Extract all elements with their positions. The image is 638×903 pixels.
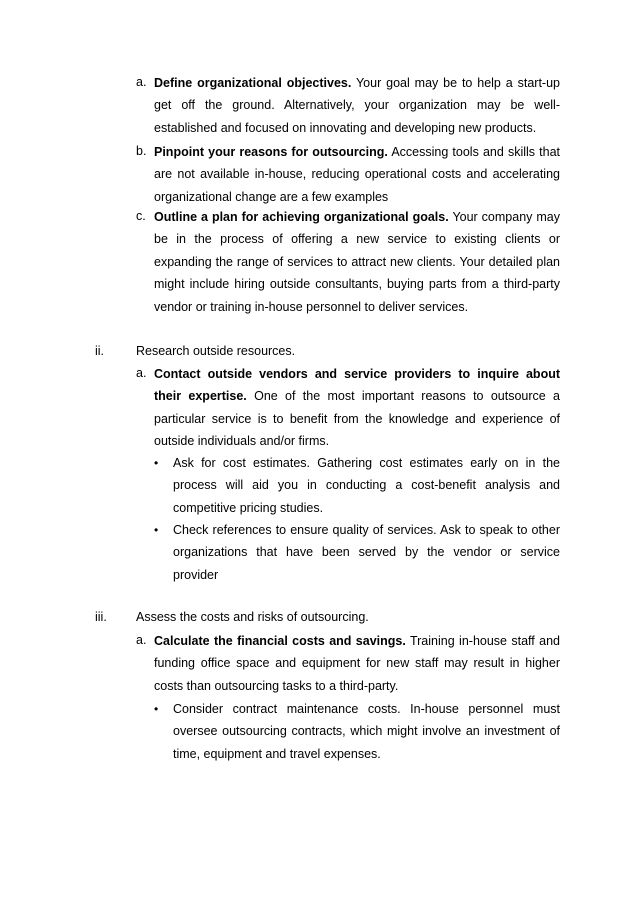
bullet-text: Ask for cost estimates. Gathering cost estimates early on in the process will aid you in conducting a cost-benefit analysis and competitive pricing studies. <box>173 456 560 515</box>
section-numeral-ii: ii. <box>95 344 105 358</box>
list-item-contact-vendors <box>136 363 560 453</box>
bullet-icon: • <box>154 456 159 470</box>
item-title: Calculate the financial costs and savings. <box>154 634 406 648</box>
list-marker: a. <box>136 633 147 647</box>
bullet-text: Check references to ensure quality of services. Ask to speak to other organizations that have been served by the vendor or service provider <box>173 523 560 582</box>
list-item-define-objectives <box>136 72 560 139</box>
list-item-calculate-costs <box>136 630 560 697</box>
list-item-outline-plan <box>136 206 560 318</box>
item-text: Accessing tools and skills that are not available in-house, reducing operational costs and accelerating organizational change are a few examples <box>154 145 560 204</box>
bullet-item-maintenance-costs <box>154 698 560 765</box>
bullet-item-cost-estimates <box>154 452 560 519</box>
list-marker: a. <box>136 75 147 89</box>
list-marker: c. <box>136 209 146 223</box>
item-title: Pinpoint your reasons for outsourcing. <box>154 145 388 159</box>
list-item-pinpoint-reasons <box>136 141 560 208</box>
paragraph <box>154 363 560 453</box>
item-text: One of the most important reasons to outsource a particular service is to benefit from the knowledge and experience of outside individuals and/or firms. <box>154 389 560 449</box>
list-marker: a. <box>136 366 147 380</box>
paragraph <box>154 630 560 697</box>
section-numeral-iii: iii. <box>95 610 107 624</box>
item-text: Your goal may be to help a start-up get off the ground. Alternatively, your organization may be well-established and focused on innovating and developing new products. <box>154 76 560 135</box>
list-marker: b. <box>136 144 147 158</box>
paragraph <box>154 72 560 139</box>
item-text: Training in-house staff and funding office space and equipment for new staff may result in higher costs than outsourcing tasks to a third-party. <box>154 634 561 693</box>
section-heading-research: Research outside resources. <box>136 344 296 358</box>
item-text: Your company may be in the process of offering a new service to existing clients or expanding the range of services to attract new clients. Your detailed plan might include hiring outside consultants, buying parts from a third-party vendor or training in-house personnel to deliver services. <box>154 210 560 314</box>
paragraph <box>154 141 560 208</box>
paragraph <box>154 206 560 318</box>
item-title: Define organizational objectives. <box>154 76 352 90</box>
bullet-item-check-references <box>154 519 560 586</box>
section-heading-assess: Assess the costs and risks of outsourcing. <box>136 610 369 624</box>
item-title: Contact outside vendors and service providers to inquire about their expertise. <box>154 367 560 404</box>
bullet-icon: • <box>154 702 159 716</box>
item-title: Outline a plan for achieving organizational goals. <box>154 210 449 224</box>
bullet-icon: • <box>154 523 159 537</box>
bullet-text: Consider contract maintenance costs. In-house personnel must oversee outsourcing contracts, which might involve an investment of time, equipment and travel expenses. <box>173 702 560 761</box>
